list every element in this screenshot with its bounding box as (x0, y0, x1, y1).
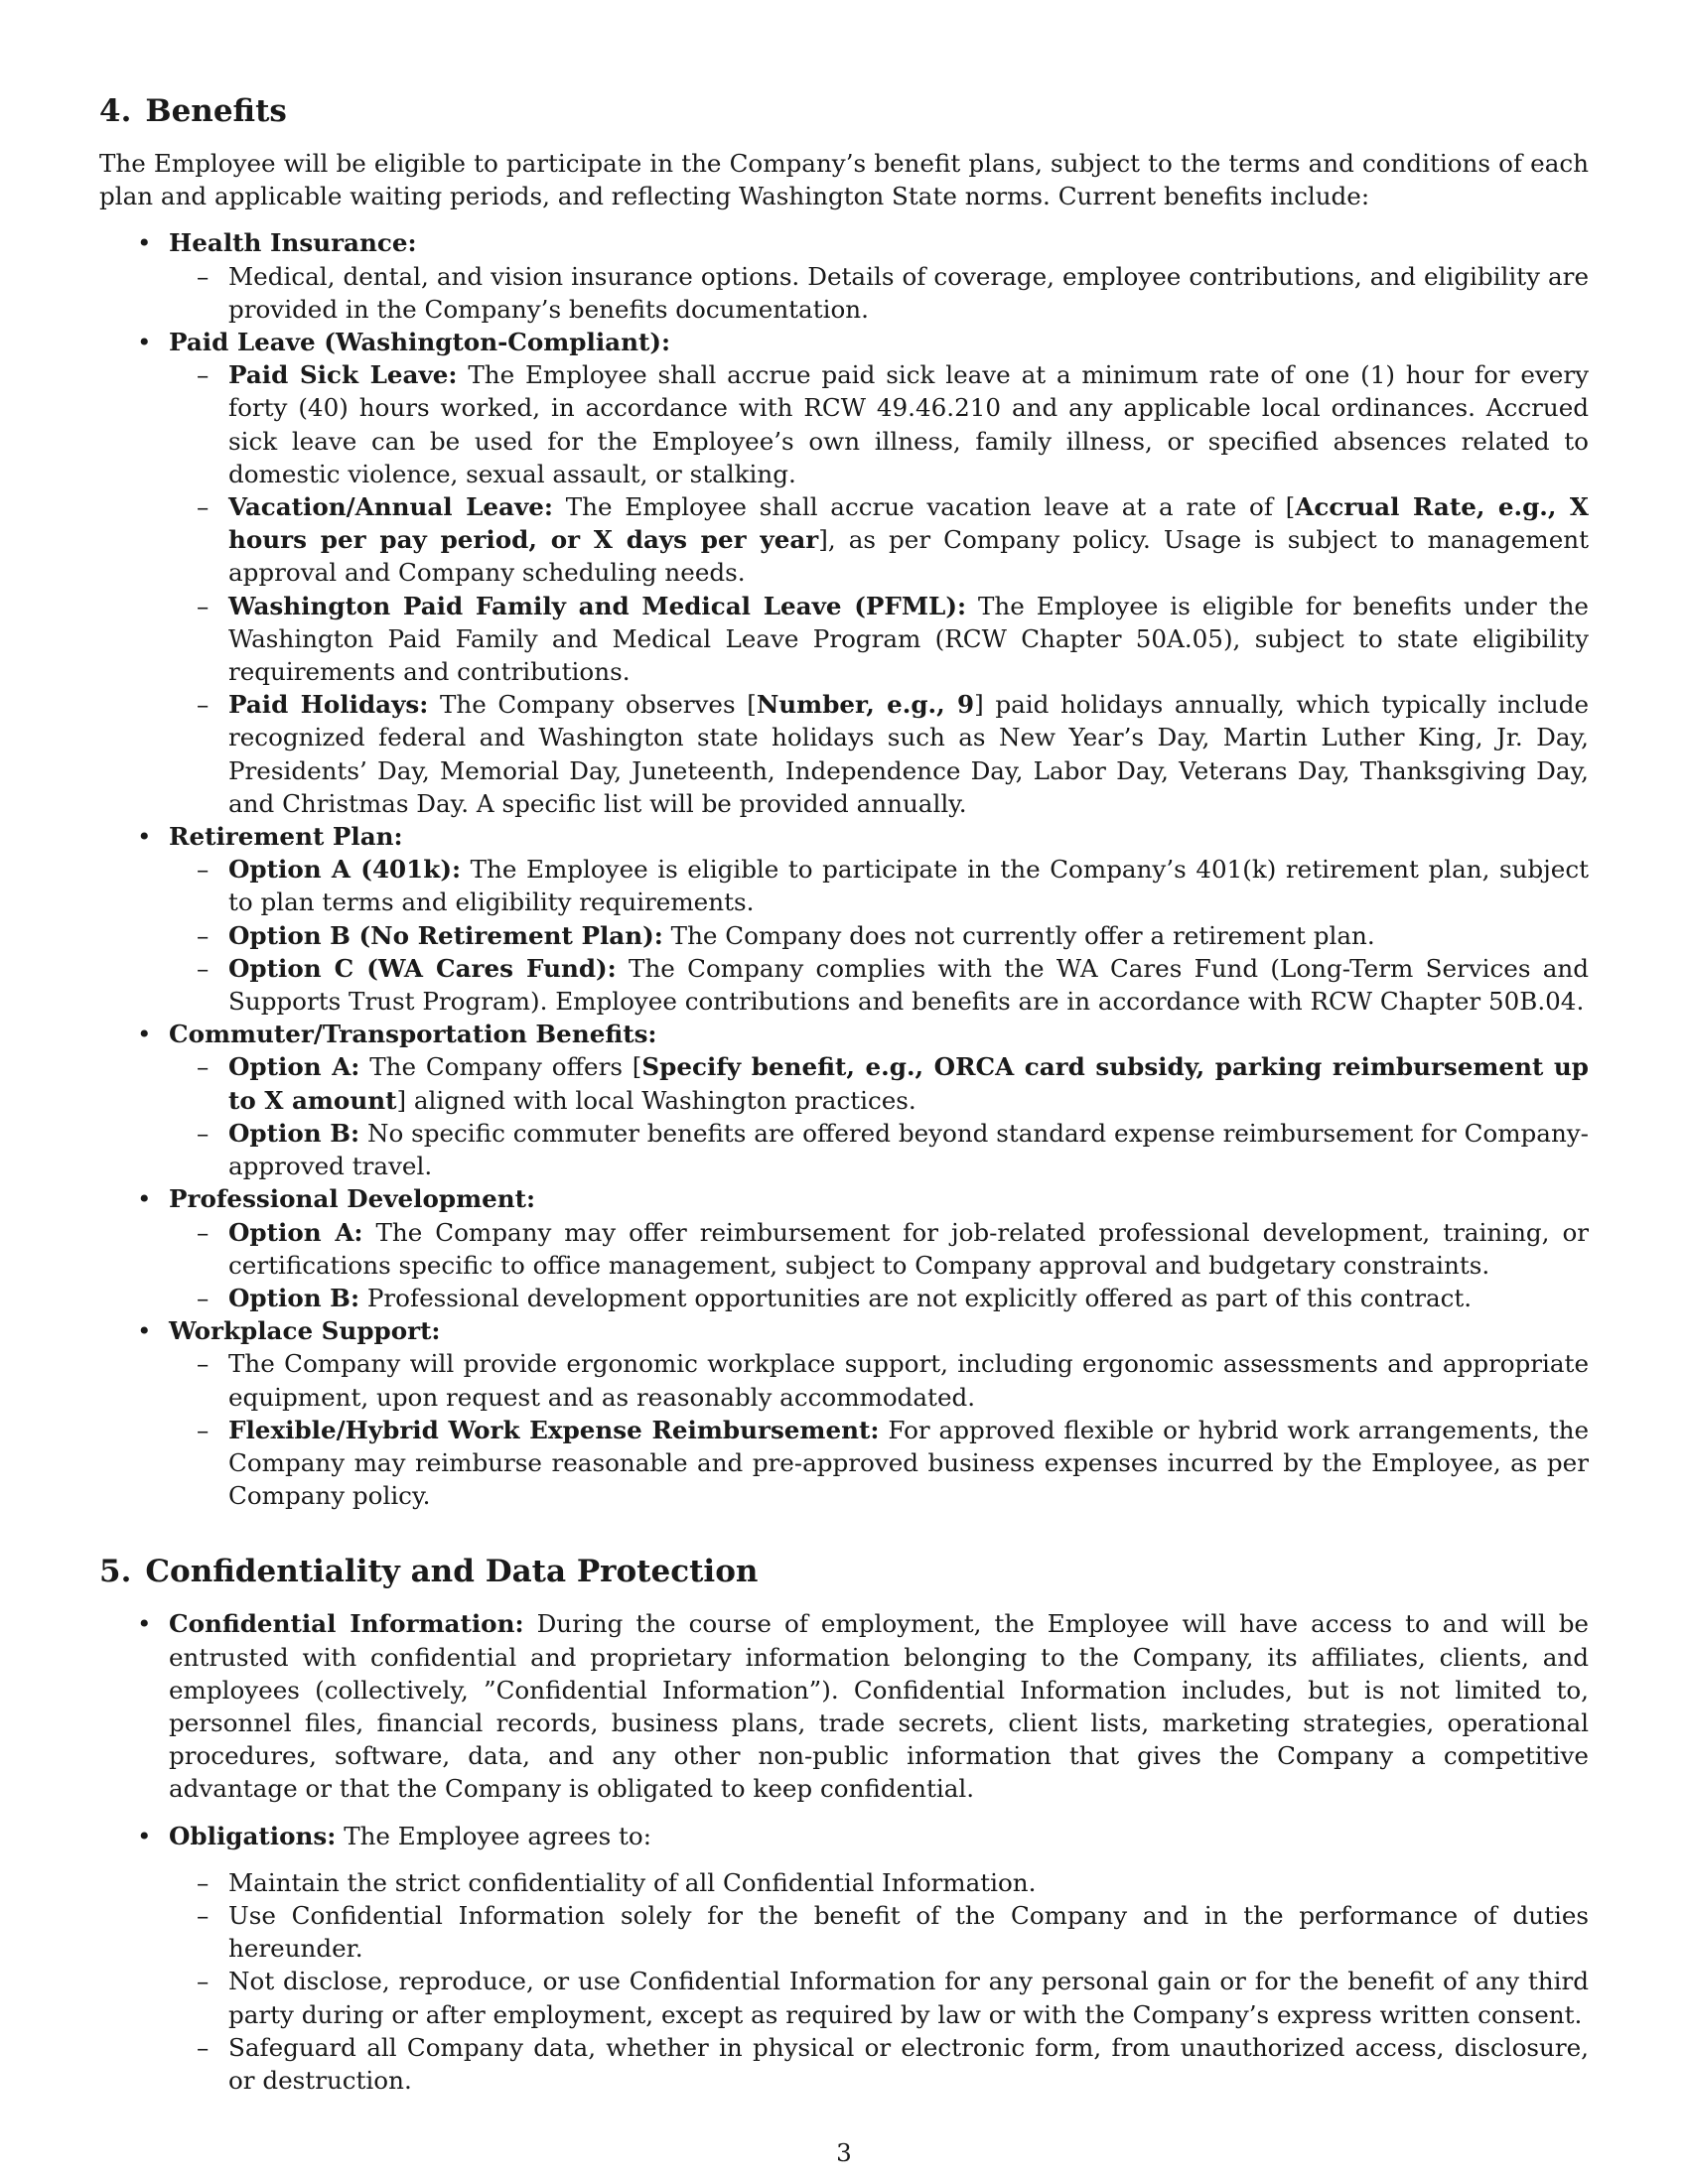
subitem-text: Maintain the strict confidentiality of all Confidential Information. (228, 1867, 1037, 1897)
placeholder-text: Number, e.g., 9 (756, 690, 975, 720)
subitem-text: The Company observes [ (439, 690, 757, 720)
item-head (169, 1182, 1589, 1215)
subitem-label: Paid Sick Leave: (228, 360, 458, 390)
dash-marker: – (197, 1967, 210, 1996)
placeholder-text: Accrual Rate, e.g., X hours per pay period, or X days per year (228, 492, 1589, 555)
sublist (169, 1866, 1589, 2097)
list-subitem (169, 1216, 1589, 1282)
sublist (169, 1347, 1589, 1512)
sublist (169, 260, 1589, 326)
list-subitem (169, 688, 1589, 820)
subitem-text: The Employee is eligible for benefits under the Washington Paid Family and Medical Leave Program (RCW Chapter 50A.05), subject to state eligibility requirements and contributions. (228, 591, 1589, 687)
section-heading (99, 1552, 1589, 1591)
section-title: Benefits (145, 93, 287, 129)
bullet-marker: • (137, 1184, 152, 1214)
list-subitem (169, 952, 1589, 1018)
subitem-label: Washington Paid Family and Medical Leave (PFML): (228, 591, 967, 620)
sublist (169, 358, 1589, 820)
item-label: Paid Leave (Washington-Compliant): (169, 328, 671, 357)
section-number: 4. (99, 93, 132, 129)
subitem-text: Safeguard all Company data, whether in physical or electronic form, from unauthorized access, disclosure, or destruction. (228, 2032, 1589, 2095)
dash-marker: – (197, 1118, 210, 1148)
item-label: Professional Development: (169, 1184, 536, 1214)
item-head (169, 326, 1589, 358)
subitem-text: Professional development opportunities are not explicitly offered as part of this contract. (366, 1283, 1473, 1312)
list-subitem (169, 1414, 1589, 1513)
section-number: 5. (99, 1554, 132, 1590)
subitem-text: The Company offers [ (369, 1052, 642, 1082)
item-head (169, 820, 1589, 853)
list-item (99, 226, 1589, 326)
subitem-text: ] aligned with local Washington practices. (396, 1085, 916, 1115)
section-benefits (99, 91, 1589, 1512)
list-subitem (169, 490, 1589, 590)
section-title: Confidentiality and Data Protection (145, 1554, 759, 1590)
page-number: 3 (836, 2138, 852, 2167)
dash-marker: – (197, 591, 210, 620)
subitem-text: Not disclose, reproduce, or use Confidential Information for any personal gain or for the benefit of any third party during or after employment, except as required by law or with the Company’s express written consent. (228, 1967, 1589, 2029)
dash-marker: – (197, 492, 210, 522)
item-text: During the course of employment, the Employee will have access to and will be entrusted with confidential and proprietary information belonging to the Company, its affiliates, clients, and employees (collectively, ”Confidential Information”). Confidential Information includes, but is not limited to, personnel files, financial records, business plans, trade secrets, client lists, marketing strategies, operational procedures, software, data, and any other non-public information that gives the Company a competitive advantage or that the Company is obligated to keep confidential. (169, 1609, 1589, 1804)
subitem-text: The Company complies with the WA Cares Fund (Long-Term Services and Supports Trust Program). Employee contributions and benefits are in accordance with RCW Chapter 50B.04. (228, 953, 1589, 1017)
list-subitem (169, 1050, 1589, 1116)
dash-marker: – (197, 1283, 210, 1312)
bullet-marker: • (137, 328, 152, 357)
subitem-label: Option B: (228, 1118, 360, 1148)
subitem-label: Paid Holidays: (228, 690, 429, 720)
sublist (169, 853, 1589, 1018)
subitem-text: The Company will provide ergonomic workplace support, including ergonomic assessments and appropriate equipment, upon request and as reasonably accommodated. (228, 1349, 1589, 1412)
item-label: Retirement Plan: (169, 822, 403, 852)
dash-marker: – (197, 1217, 210, 1247)
placeholder-text: Specify benefit, e.g., ORCA card subsidy, parking reimbursement up to X amount (228, 1052, 1589, 1115)
subitem-text: The Employee shall accrue vacation leave at a rate of [ (565, 492, 1296, 522)
list-subitem (169, 1117, 1589, 1182)
subitem-text: No specific commuter benefits are offered beyond standard expense reimbursement for Company-approved travel. (228, 1118, 1589, 1181)
dash-marker: – (197, 1900, 210, 1930)
subitem-text: The Employee shall accrue paid sick leave at a minimum rate of one (1) hour for every forty (40) hours worked, in accordance with RCW 49.46.210 and any applicable local ordinances. Accrued sick leave can be used for the Employee’s own illness, family illness, or specified absences related to domestic violence, sexual assault, or stalking. (228, 360, 1589, 488)
sublist (169, 1216, 1589, 1315)
section-confidentiality (99, 1552, 1589, 2097)
list-subitem (169, 919, 1589, 952)
subitem-text: ], as per Company policy. Usage is subject to management approval and Company scheduling needs. (228, 525, 1589, 588)
bullet-marker: • (137, 1821, 152, 1850)
dash-marker: – (197, 261, 210, 291)
subitem-label: Option B (No Retirement Plan): (228, 920, 663, 950)
item-label: Commuter/Transportation Benefits: (169, 1020, 657, 1049)
list-subitem (169, 1965, 1589, 2030)
bullet-marker: • (137, 228, 152, 258)
list-item (99, 1018, 1589, 1182)
list-subitem (169, 1282, 1589, 1314)
list-subitem (169, 2031, 1589, 2097)
confidentiality-list (99, 1607, 1589, 2097)
subitem-label: Option B: (228, 1283, 360, 1312)
dash-marker: – (197, 920, 210, 950)
dash-marker: – (197, 1867, 210, 1897)
subitem-text: For approved flexible or hybrid work arrangements, the Company may reimburse reasonable and pre-approved business expenses incurred by the Employee, as per Company policy. (228, 1415, 1589, 1511)
document-page (99, 91, 1589, 2111)
item-label: Confidential Information: (169, 1609, 524, 1639)
item-head (169, 1820, 1589, 1852)
list-subitem (169, 590, 1589, 689)
list-subitem (169, 853, 1589, 918)
list-subitem (169, 1866, 1589, 1899)
dash-marker: – (197, 1415, 210, 1444)
section-intro: The Employee will be eligible to participate in the Company’s benefit plans, subject to the terms and conditions of each plan and applicable waiting periods, and reflecting Washington State norms. Current benefits include: (99, 149, 1589, 211)
list-subitem (169, 260, 1589, 326)
subitem-text: Medical, dental, and vision insurance options. Details of coverage, employee contributions, and eligibility are provided in the Company’s benefits documentation. (228, 261, 1589, 324)
benefits-list (99, 226, 1589, 1512)
bullet-marker: • (137, 1609, 152, 1639)
list-item (99, 820, 1589, 1018)
subitem-label: Option A: (228, 1052, 360, 1082)
dash-marker: – (197, 1349, 210, 1379)
dash-marker: – (197, 953, 210, 983)
subitem-label: Vacation/Annual Leave: (228, 492, 554, 522)
list-item (99, 326, 1589, 820)
list-item (99, 1182, 1589, 1314)
dash-marker: – (197, 360, 210, 390)
section-heading (99, 91, 1589, 131)
dash-marker: – (197, 2032, 210, 2062)
item-label: Health Insurance: (169, 228, 417, 258)
subitem-label: Option A: (228, 1217, 363, 1247)
list-subitem (169, 1899, 1589, 1965)
subitem-text: ] paid holidays annually, which typically include recognized federal and Washington state holidays such as New Year’s Day, Martin Luther King, Jr. Day, Presidents’ Day, Memorial Day, Juneteenth, Independence Day, Labor Day, Veterans Day, Thanksgiving Day, and Christmas Day. A specific list will be provided annually. (228, 690, 1589, 818)
dash-marker: – (197, 855, 210, 885)
subitem-label: Option A (401k): (228, 855, 462, 885)
dash-marker: – (197, 1052, 210, 1082)
sublist (169, 1050, 1589, 1182)
item-head (169, 1607, 1589, 1805)
subitem-text: The Company may offer reimbursement for job-related professional development, training, or certifications specific to office management, subject to Company approval and budgetary constraints. (228, 1217, 1590, 1280)
item-head (169, 1018, 1589, 1050)
bullet-marker: • (137, 1316, 152, 1346)
bullet-marker: • (137, 822, 152, 852)
subitem-text: The Employee is eligible to participate in the Company’s 401(k) retirement plan, subject to plan terms and eligibility requirements. (228, 855, 1589, 917)
subitem-label: Flexible/Hybrid Work Expense Reimbursement: (228, 1415, 880, 1444)
item-head (169, 226, 1589, 259)
item-head (169, 1314, 1589, 1347)
list-item (99, 1607, 1589, 1805)
item-label: Workplace Support: (169, 1316, 441, 1346)
list-subitem (169, 358, 1589, 490)
dash-marker: – (197, 690, 210, 720)
subitem-label: Option C (WA Cares Fund): (228, 953, 617, 983)
item-text: The Employee agrees to: (344, 1821, 651, 1850)
list-item (99, 1314, 1589, 1512)
subitem-text: The Company does not currently offer a retirement plan. (670, 920, 1375, 950)
list-subitem (169, 1347, 1589, 1413)
bullet-marker: • (137, 1020, 152, 1049)
subitem-text: Use Confidential Information solely for the benefit of the Company and in the performance of duties hereunder. (228, 1900, 1589, 1964)
item-label: Obligations: (169, 1821, 337, 1850)
list-item (99, 1820, 1589, 2098)
